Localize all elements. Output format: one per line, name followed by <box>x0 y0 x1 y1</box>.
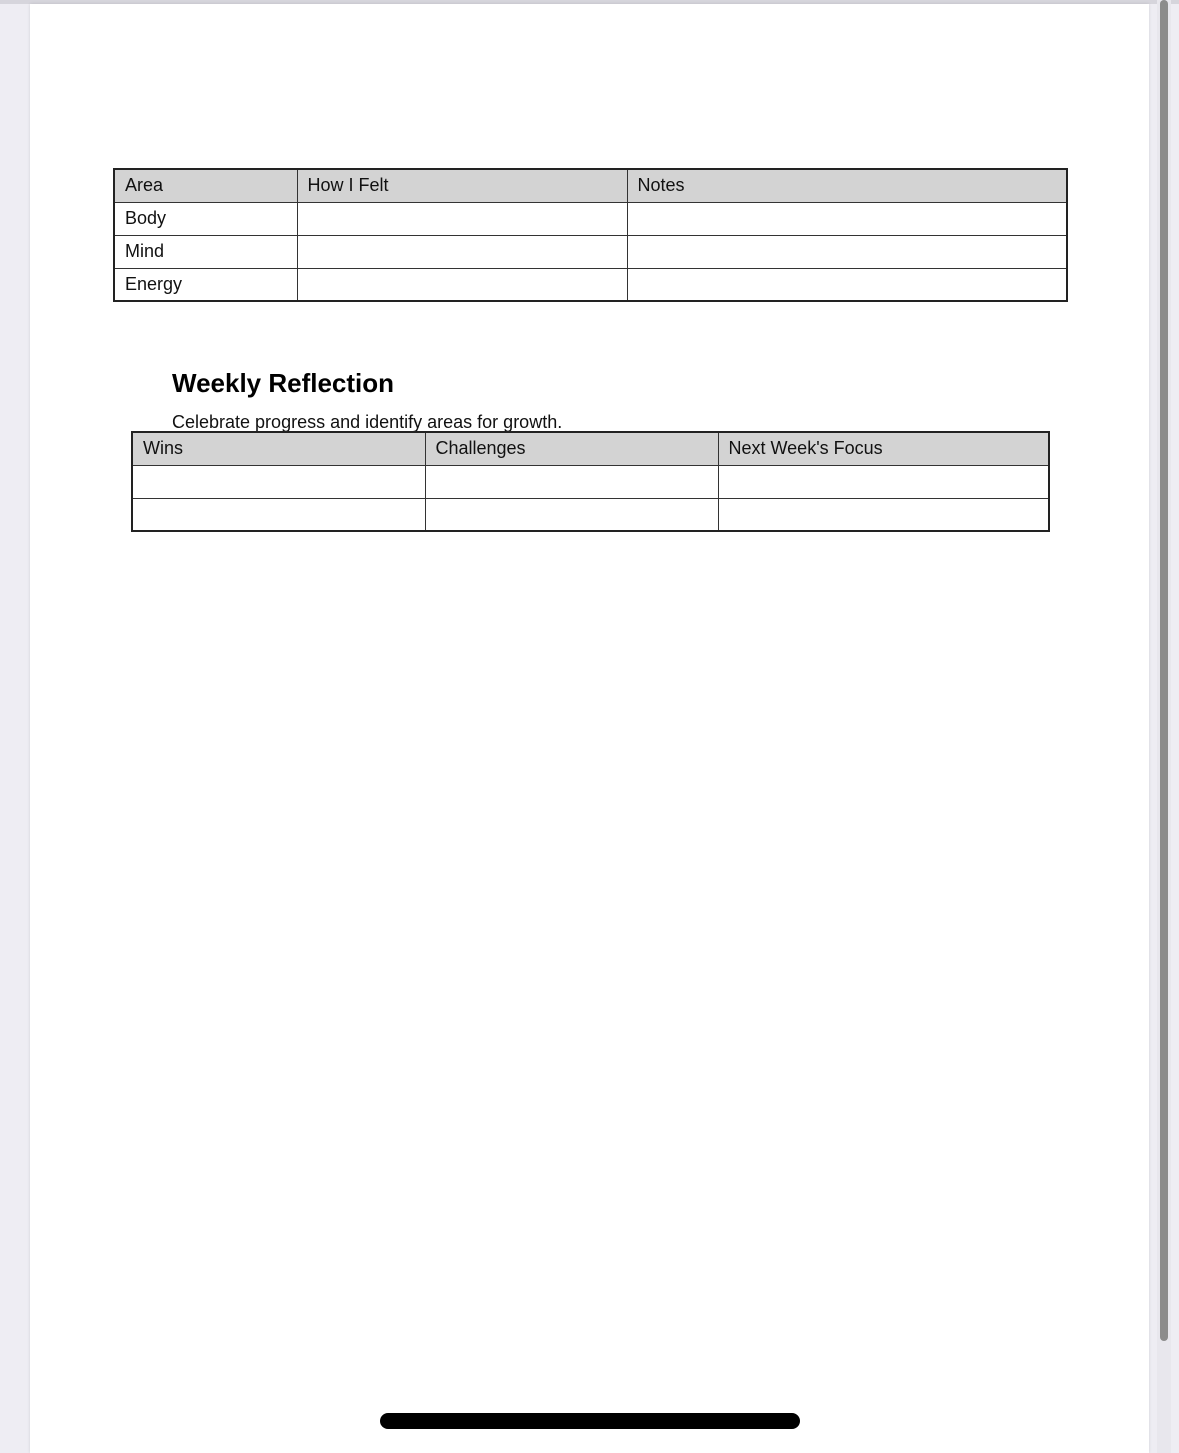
how-i-felt-cell[interactable] <box>297 202 627 235</box>
table-row <box>132 465 1049 498</box>
table-row <box>114 202 1067 235</box>
home-indicator[interactable] <box>380 1413 800 1429</box>
challenges-cell[interactable] <box>425 498 718 531</box>
table-row <box>114 235 1067 268</box>
feeling-table <box>113 168 1068 302</box>
header-next-week-focus: Next Week's Focus <box>718 432 1049 465</box>
area-cell: Energy <box>114 268 297 301</box>
header-challenges: Challenges <box>425 432 718 465</box>
area-cell: Mind <box>114 235 297 268</box>
notes-cell[interactable] <box>627 235 1067 268</box>
table-row <box>114 268 1067 301</box>
table-row <box>132 498 1049 531</box>
table-header-row <box>132 432 1049 465</box>
wins-cell[interactable] <box>132 498 425 531</box>
table-header-row <box>114 169 1067 202</box>
document-page[interactable] <box>30 4 1149 1453</box>
section-title: Weekly Reflection <box>172 368 395 398</box>
wins-cell[interactable] <box>132 465 425 498</box>
challenges-cell[interactable] <box>425 465 718 498</box>
weekly-reflection-table <box>131 431 1050 532</box>
how-i-felt-cell[interactable] <box>297 268 627 301</box>
section-description: Celebrate progress and identify areas for growth. <box>172 412 563 432</box>
next-week-focus-cell[interactable] <box>718 465 1049 498</box>
how-i-felt-cell[interactable] <box>297 235 627 268</box>
area-cell: Body <box>114 202 297 235</box>
header-notes: Notes <box>627 169 1067 202</box>
next-week-focus-cell[interactable] <box>718 498 1049 531</box>
header-wins: Wins <box>132 432 425 465</box>
header-how-i-felt: How I Felt <box>297 169 627 202</box>
notes-cell[interactable] <box>627 202 1067 235</box>
scrollbar-thumb[interactable] <box>1160 0 1168 1341</box>
header-area: Area <box>114 169 297 202</box>
notes-cell[interactable] <box>627 268 1067 301</box>
